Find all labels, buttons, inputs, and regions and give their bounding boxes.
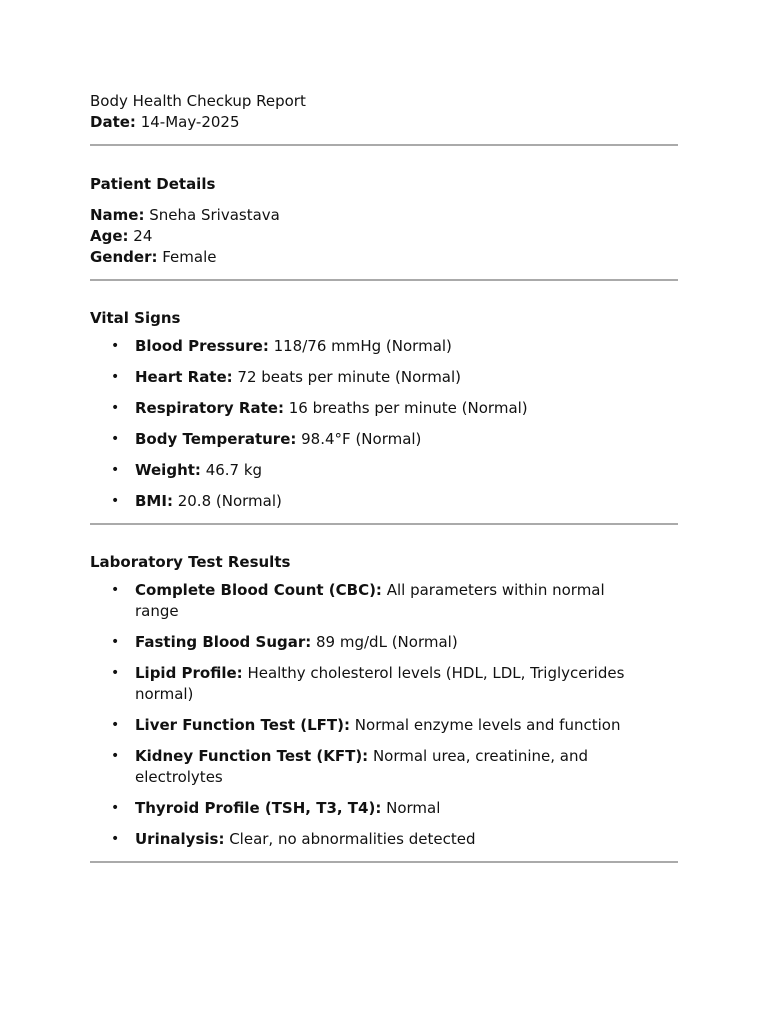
bullet-icon: • [111,400,120,416]
item-value: Clear, no abnormalities detected [224,830,476,848]
date-label: Date: [90,113,136,131]
field-label: Gender: [90,248,158,266]
item-label: Blood Pressure: [135,337,269,355]
field-value: Female [157,248,217,266]
list-item [90,580,678,622]
item-value: 118/76 mmHg (Normal) [268,337,452,355]
list-item [90,715,678,736]
item-label: Kidney Function Test (KFT): [135,747,369,765]
item-label: Heart Rate: [135,368,233,386]
field-label: Age: [90,227,129,245]
item-value: 98.4°F (Normal) [296,430,422,448]
field-value: Sneha Srivastava [144,206,280,224]
report-title: Body Health Checkup Report [90,92,306,110]
lab-results-heading: Laboratory Test Results [90,553,291,571]
vital-signs-list [90,336,678,512]
divider [90,279,678,281]
item-value: 20.8 (Normal) [172,492,282,510]
item-label: Body Temperature: [135,430,297,448]
report-document [90,91,678,863]
item-value: Healthy cholesterol levels (HDL, LDL, Triglycerides normal) [135,664,625,703]
divider [90,523,678,525]
bullet-icon: • [111,369,120,385]
field-label: Name: [90,206,145,224]
bullet-icon: • [111,582,120,598]
patient-gender [90,247,678,268]
item-value: Normal [381,799,441,817]
report-date [90,112,678,133]
item-value: 16 breaths per minute (Normal) [283,399,528,417]
list-item [90,429,678,450]
list-item [90,491,678,512]
list-item [90,336,678,357]
list-item [90,829,678,850]
bullet-icon: • [111,462,120,478]
item-value: Normal urea, creatinine, and electrolytes [135,747,589,786]
date-value: 14-May-2025 [135,113,240,131]
bullet-icon: • [111,748,120,764]
list-item [90,798,678,819]
item-value: All parameters within normal range [135,581,605,620]
item-label: Weight: [135,461,201,479]
list-item [90,746,678,788]
item-value: 72 beats per minute (Normal) [232,368,462,386]
bullet-icon: • [111,717,120,733]
divider [90,861,678,863]
divider [90,144,678,146]
patient-details [90,205,678,268]
bullet-icon: • [111,493,120,509]
bullet-icon: • [111,634,120,650]
list-item [90,398,678,419]
list-item [90,632,678,653]
item-label: Fasting Blood Sugar: [135,633,312,651]
bullet-icon: • [111,800,120,816]
bullet-icon: • [111,431,120,447]
bullet-icon: • [111,665,120,681]
patient-age [90,226,678,247]
patient-details-heading: Patient Details [90,175,216,193]
item-label: Urinalysis: [135,830,225,848]
item-value: 46.7 kg [200,461,263,479]
item-value: 89 mg/dL (Normal) [311,633,458,651]
bullet-icon: • [111,338,120,354]
item-label: Lipid Profile: [135,664,243,682]
patient-name [90,205,678,226]
item-label: Complete Blood Count (CBC): [135,581,382,599]
item-label: Thyroid Profile (TSH, T3, T4): [135,799,382,817]
list-item [90,663,678,705]
item-label: Liver Function Test (LFT): [135,716,351,734]
list-item [90,460,678,481]
bullet-icon: • [111,831,120,847]
item-value: Normal enzyme levels and function [350,716,621,734]
item-label: BMI: [135,492,173,510]
field-value: 24 [128,227,153,245]
item-label: Respiratory Rate: [135,399,284,417]
list-item [90,367,678,388]
vital-signs-heading: Vital Signs [90,309,181,327]
lab-results-list [90,580,678,850]
